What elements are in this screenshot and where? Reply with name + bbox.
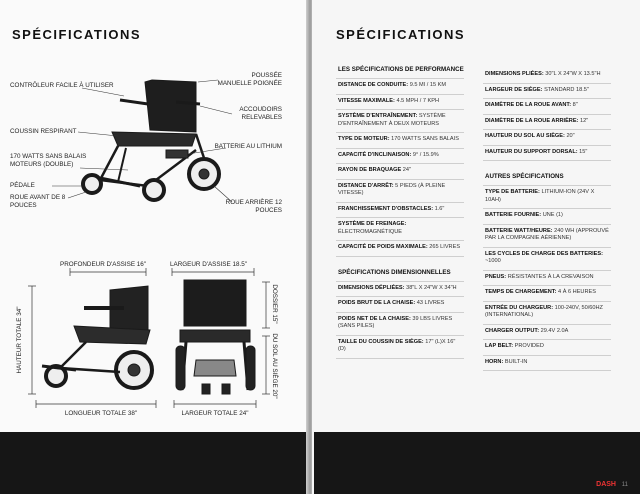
spec-key: RAYON DE BRAQUAGE: [338, 167, 403, 173]
spec-value: 38"L X 24"W X 34"H: [406, 284, 457, 291]
spec-key: HAUTEUR DU SOL AU SIÈGE:: [485, 133, 567, 139]
other-title: AUTRES SPÉCIFICATIONS: [483, 171, 611, 186]
spec-key: SYSTÈME DE FREINAGE:: [338, 221, 407, 227]
spec-key: HORN:: [485, 358, 505, 365]
spec-row: [336, 149, 464, 165]
spec-row: [483, 356, 611, 372]
spec-row: [483, 340, 611, 356]
callout-rear-wheel: ROUE ARRIÈRE 12 POUCES: [225, 199, 282, 214]
callout-motors: 170 WATTS SANS BALAIS MOTEURS (DOUBLE): [10, 153, 87, 168]
spec-key: BATTERIE WATT/HEURE:: [485, 227, 555, 234]
spec-value: 240 WH (APPROUVÉ PAR LA COMPAGNIE AÉRIENNE): [485, 227, 609, 241]
spec-row: [483, 302, 611, 325]
callout-push-handle: POUSSÉE MANUELLE POIGNÉE: [217, 72, 282, 87]
spec-row: [336, 241, 464, 257]
spec-row: [336, 282, 464, 298]
callout-cushion: COUSSIN RESPIRANT: [10, 128, 77, 135]
spec-value: 265 LIVRES: [429, 244, 461, 250]
spec-key: TYPE DE BATTERIE:: [485, 189, 542, 195]
callout-armrests: ACCOUDOIRS RELEVABLES: [239, 106, 282, 121]
spec-key: DIAMÈTRE DE LA ROUE AVANT:: [485, 102, 573, 108]
dim-floor-to-seat: DU SOL AU SIÈGE 20": [271, 333, 278, 399]
spec-row: [336, 133, 464, 149]
spec-key: BATTERIE FOURNIE:: [485, 212, 543, 218]
spec-key: DISTANCE DE CONDUITE:: [338, 82, 410, 88]
callout-battery: BATTERIE AU LITHIUM: [214, 143, 282, 150]
spec-key: POIDS NET DE LA CHAISE:: [338, 315, 413, 322]
left-page-title: SPÉCIFICATIONS: [12, 27, 142, 42]
callout-front-wheel: ROUE AVANT DE 8 POUCES: [10, 194, 66, 209]
wheelchair-side-view-image: [42, 286, 152, 388]
spec-value: SYSTÈME D'ENTRAÎNEMENT À DEUX MOTEURS: [338, 113, 446, 127]
spec-value: 1.6": [434, 205, 445, 212]
spec-value: 24": [402, 167, 411, 173]
spec-row: [336, 164, 464, 180]
spec-value: 39 LBS LIVRES (SANS PILES): [338, 315, 453, 329]
spec-row: [483, 286, 611, 302]
spec-value: 4.5 MPH / 7 KPH: [396, 97, 440, 104]
spec-value: ÉLECTROMAGNÉTIQUE: [338, 228, 403, 235]
spec-key: HAUTEUR DU SUPPORT DORSAL:: [485, 148, 580, 155]
spec-row: [336, 297, 464, 313]
dim-seat-width: LARGEUR D'ASSISE 18.5": [170, 261, 247, 268]
spec-value: BUILT-IN: [504, 358, 528, 365]
spec-row: [483, 115, 611, 131]
spec-row: [483, 271, 611, 287]
spec-key: PNEUS:: [485, 273, 508, 280]
dimensional-cont-list: [483, 68, 611, 161]
performance-title: LES SPÉCIFICATIONS DE PERFORMANCE: [336, 64, 464, 79]
spec-key: SYSTÈME D'ENTRAÎNEMENT:: [338, 113, 419, 119]
spec-value: 9.5 MI / 15 KM: [409, 82, 447, 88]
spec-key: VITESSE MAXIMALE:: [338, 97, 397, 104]
spec-row: [336, 79, 464, 95]
spec-key: CAPACITÉ DE POIDS MAXIMALE:: [338, 244, 430, 250]
spec-row: [483, 84, 611, 100]
wheelchair-front-view-image: [176, 280, 255, 394]
spec-row: [336, 110, 464, 133]
wheelchair-main-image: [83, 80, 219, 200]
spec-key: DIMENSIONS DÉPLIÉES:: [338, 284, 407, 291]
spec-key: LES CYCLES DE CHARGE DES BATTERIES:: [485, 250, 603, 257]
spec-value: 43 LIVRES: [416, 300, 445, 306]
spec-value: LITHIUM-ION (24V X 10AH): [485, 189, 595, 203]
spec-value: 5 PIEDS (À PLEINE VITESSE): [338, 182, 446, 196]
spec-row: [336, 95, 464, 111]
dim-total-height: HAUTEUR TOTALE 34": [16, 306, 23, 374]
spec-value: 8": [572, 102, 578, 108]
spec-value: 12": [580, 117, 589, 124]
dimensional-title: SPÉCIFICATIONS DIMENSIONNELLES: [336, 267, 464, 282]
spec-value: 30"L X 24"W X 13.5"H: [545, 71, 601, 77]
spec-key: TEMPS DE CHARGEMENT:: [485, 289, 559, 295]
spec-row: [336, 313, 464, 336]
spec-row: [483, 68, 611, 84]
spec-key: LARGEUR DE SIÈGE:: [485, 86, 545, 93]
spec-row: [483, 325, 611, 341]
spec-row: [336, 180, 464, 203]
left-page: [0, 0, 308, 494]
spec-row: [336, 218, 464, 241]
spec-row: [483, 99, 611, 115]
spec-key: CHARGER OUTPUT:: [485, 327, 541, 334]
spec-key: TAILLE DU COUSSIN DE SIÈGE:: [338, 338, 426, 345]
spec-key: FRANCHISSEMENT D'OBSTACLES:: [338, 205, 435, 212]
footer-band-left: [0, 432, 306, 494]
spec-key: DIAMÈTRE DE LA ROUE ARRIÈRE:: [485, 117, 580, 124]
spec-value: 17" (L)X 16" (D): [338, 338, 456, 352]
spec-value: 4 À 6 HEURES: [558, 289, 596, 295]
spec-row: [483, 186, 611, 209]
spec-row: [483, 209, 611, 225]
spec-row: [483, 130, 611, 146]
page-number: 11: [621, 482, 628, 488]
spec-value: 100-240V, 50/60HZ (INTERNATIONAL): [485, 304, 603, 318]
spec-column-right: [483, 68, 611, 371]
dim-seat-depth: PROFONDEUR D'ASSISE 16": [60, 261, 147, 268]
spec-key: POIDS BRUT DE LA CHAISE:: [338, 300, 417, 306]
spec-value: PROVIDED: [514, 343, 544, 349]
dim-backrest: DOSSIER 15": [271, 284, 278, 324]
spec-value: ~1000: [485, 258, 501, 264]
dim-total-width: LARGEUR TOTALE 24": [181, 410, 249, 417]
spec-value: RÉSISTANTES À LA CREVAISON: [507, 273, 594, 280]
dimensional-list: [336, 282, 464, 359]
spec-key: TYPE DE MOTEUR:: [338, 136, 392, 142]
spec-row: [336, 336, 464, 359]
callout-pedal: PÉDALE: [10, 182, 35, 189]
spec-row: [483, 225, 611, 248]
spec-value: 29.4V 2.0A: [540, 327, 569, 334]
right-page-title: SPÉCIFICATIONS: [336, 27, 466, 42]
spec-key: DISTANCE D'ARRÊT:: [338, 182, 396, 189]
footer-band-right: [314, 432, 640, 494]
other-specs-list: [483, 186, 611, 371]
callout-controller: CONTRÔLEUR FACILE À UTILISER: [10, 82, 114, 89]
spec-column-left: [336, 64, 464, 359]
spec-value: 170 WATTS SANS BALAIS: [391, 136, 459, 142]
dim-total-length: LONGUEUR TOTALE 38": [64, 410, 138, 417]
performance-list: [336, 79, 464, 257]
spec-value: 9° / 15.9%: [412, 151, 439, 158]
spec-key: LAP BELT:: [485, 343, 515, 349]
spec-value: STANDARD 18.5": [544, 86, 589, 93]
spec-row: [483, 248, 611, 271]
brand-logo-text: DASH: [596, 481, 616, 488]
spec-row: [336, 203, 464, 219]
spec-key: DIMENSIONS PLIÉES:: [485, 71, 546, 77]
spec-value: 15": [579, 148, 588, 155]
spec-value: 20": [566, 133, 575, 139]
spec-row: [483, 146, 611, 162]
spec-key: ENTRÉE DU CHARGEUR:: [485, 304, 555, 311]
spec-value: UNE (1): [542, 212, 563, 218]
spec-key: CAPACITÉ D'INCLINAISON:: [338, 151, 413, 158]
